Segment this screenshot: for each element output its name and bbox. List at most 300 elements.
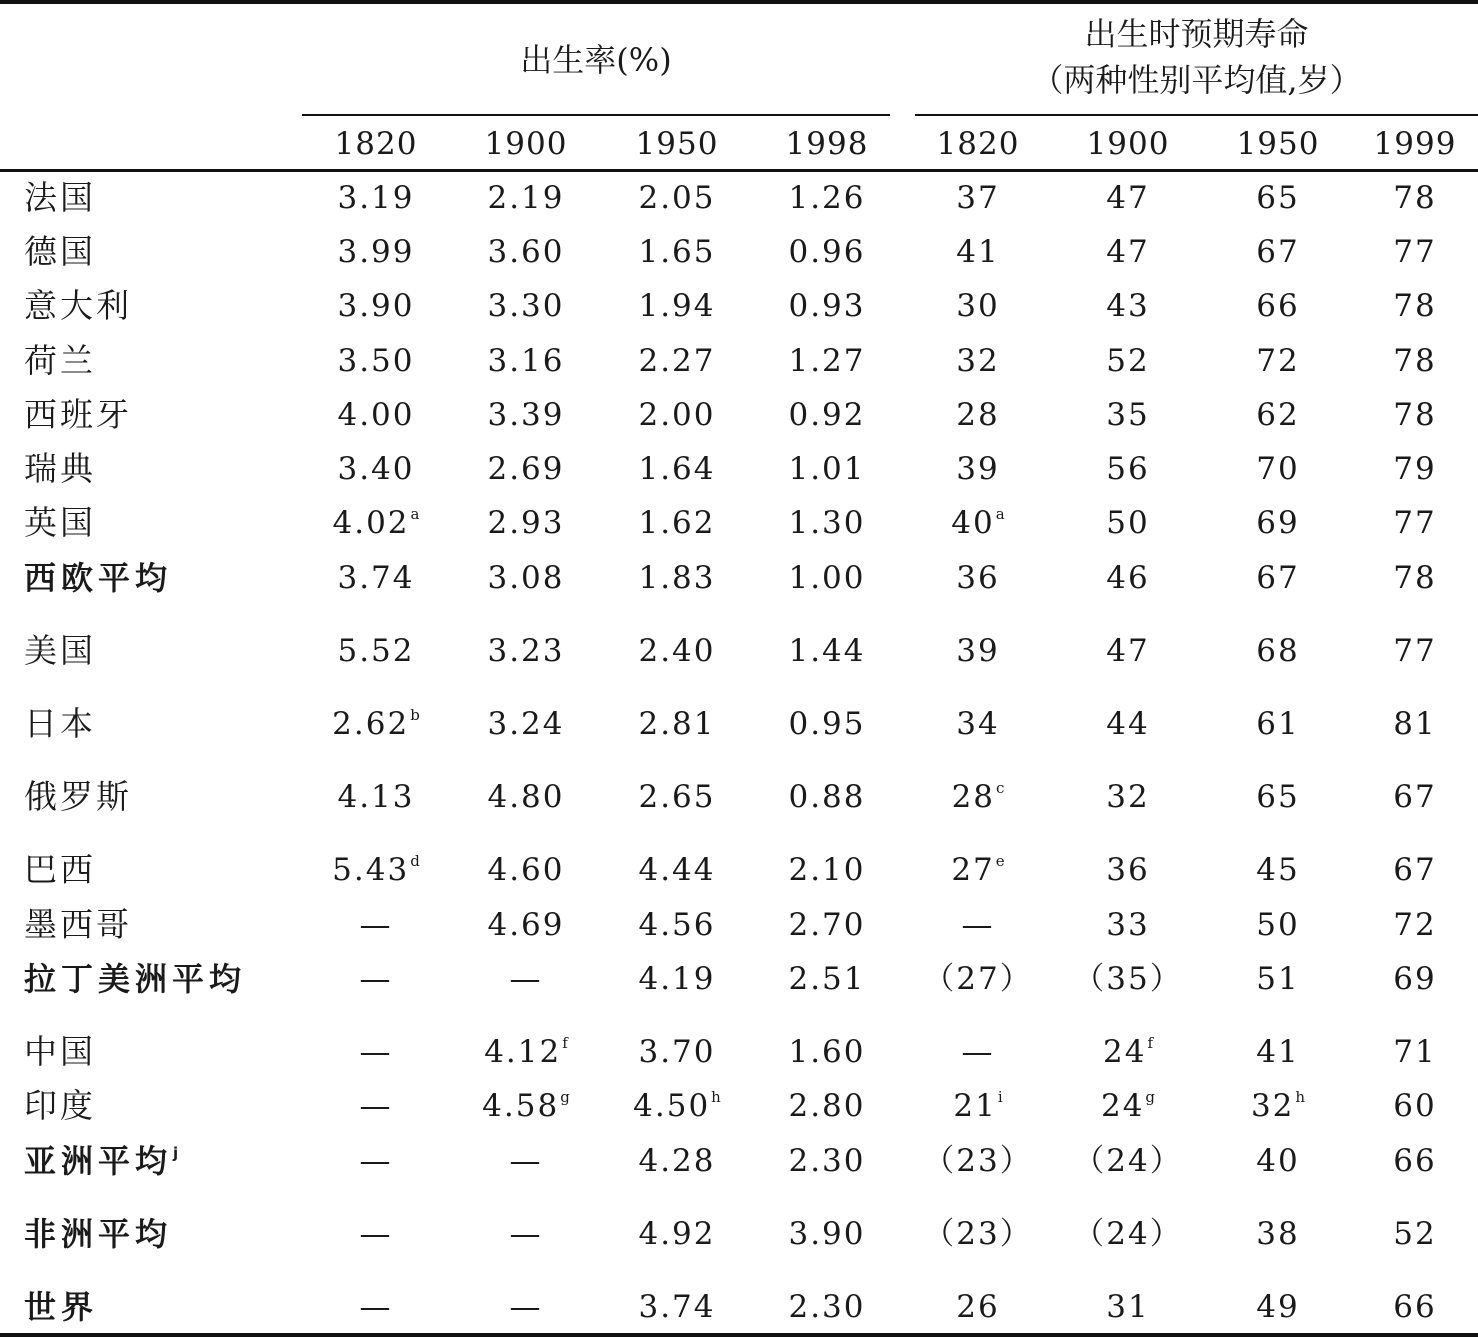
table-cell: [1053, 551, 1203, 605]
table-cell: [752, 952, 902, 1006]
table-cell: [451, 442, 601, 496]
cell-value: 4.28: [638, 1143, 716, 1179]
cell-value: 27: [951, 852, 995, 888]
cell-value: 1.64: [638, 451, 716, 487]
cell-value: 66: [1393, 1143, 1437, 1179]
cell-value: 78: [1393, 343, 1437, 379]
cell-value: 2.30: [788, 1143, 866, 1179]
cell-value: 4.58: [482, 1088, 560, 1124]
table-cell: [903, 551, 1053, 605]
table-cell: [1340, 1134, 1478, 1188]
table-cell: [903, 898, 1053, 952]
table-cell: [451, 770, 601, 824]
table-cell: [451, 697, 601, 751]
table-cell: [301, 225, 451, 279]
table-cell: [451, 171, 601, 225]
birth-rate-underline: [302, 114, 890, 116]
cell-value: 3.39: [487, 397, 565, 433]
year-header: 1950: [1236, 126, 1320, 162]
table-cell: [903, 952, 1053, 1006]
table-row: [0, 1134, 1478, 1188]
table-row: [0, 898, 1478, 952]
cell-value: —: [509, 1216, 543, 1252]
table-cell: [1053, 225, 1203, 279]
table-cell: [451, 1025, 601, 1079]
cell-value: 3.30: [487, 288, 565, 324]
cell-value: 3.40: [337, 451, 415, 487]
table-cell: [903, 1207, 1053, 1261]
cell-value: —: [359, 1289, 393, 1325]
cell-value: 71: [1393, 1034, 1437, 1070]
cell-value: 78: [1393, 560, 1437, 596]
row-label-text: 法国: [24, 178, 96, 217]
row-label: [24, 697, 96, 751]
table-cell: [903, 1134, 1053, 1188]
row-label-text: 德国: [24, 232, 96, 271]
cell-value: 4.92: [638, 1216, 716, 1252]
table-cell: [752, 279, 902, 333]
cell-value: 1.60: [788, 1034, 866, 1070]
table-cell: [1053, 843, 1203, 897]
table-cell: [1053, 279, 1203, 333]
table-cell: [1340, 442, 1478, 496]
row-label: [24, 551, 172, 605]
cell-value: 3.16: [487, 343, 565, 379]
cell-value: 3.74: [337, 560, 415, 596]
table-cell: [451, 1079, 601, 1133]
table-cell: [301, 442, 451, 496]
cell-value: 56: [1106, 451, 1150, 487]
table-cell: [903, 770, 1053, 824]
table-cell: [1203, 952, 1353, 1006]
cell-value: （27）: [923, 961, 1033, 997]
year-header: 1900: [484, 126, 568, 162]
row-label: [24, 1280, 98, 1334]
table-cell: [602, 551, 752, 605]
cell-value: 1.44: [788, 633, 866, 669]
cell-value: 78: [1393, 397, 1437, 433]
table-cell: [752, 770, 902, 824]
cell-value: 31: [1106, 1289, 1150, 1325]
cell-value: 37: [956, 180, 1000, 216]
cell-value: 52: [1393, 1216, 1437, 1252]
cell-value: 5.52: [337, 633, 415, 669]
row-label: [24, 1134, 178, 1188]
table-cell: [752, 171, 902, 225]
cell-value: 4.56: [638, 907, 716, 943]
row-label-text: 瑞典: [24, 449, 96, 488]
cell-value: 3.19: [337, 180, 415, 216]
table-cell: [602, 1207, 752, 1261]
cell-value: 61: [1256, 706, 1300, 742]
table-cell: [1203, 843, 1353, 897]
cell-value: 24: [1100, 1088, 1145, 1124]
table-cell: [1053, 171, 1203, 225]
birth-rate-header: 出生率(%): [520, 41, 672, 79]
cell-value: 33: [1106, 907, 1150, 943]
year-header: 1999: [1373, 126, 1457, 162]
table-cell: [451, 496, 601, 550]
row-label: [24, 1025, 96, 1079]
table-cell: [903, 225, 1053, 279]
table-cell: [1203, 442, 1353, 496]
cell-value: 47: [1106, 234, 1150, 270]
cell-value: —: [359, 1216, 393, 1252]
table-cell: [301, 334, 451, 388]
cell-value: 4.80: [487, 779, 565, 815]
cell-value: 79: [1393, 451, 1437, 487]
table-cell: [752, 1280, 902, 1334]
table-cell: [1340, 1025, 1478, 1079]
row-label-text: 巴西: [24, 850, 96, 889]
row-label-text: 荷兰: [24, 341, 96, 380]
year-header: 1820: [936, 126, 1020, 162]
cell-value: 0.96: [788, 234, 866, 270]
cell-value: 2.70: [788, 907, 866, 943]
top-rule: [0, 0, 1478, 4]
cell-value: 1.83: [638, 560, 716, 596]
cell-value: 52: [1106, 343, 1150, 379]
table-cell: [1203, 1079, 1353, 1133]
table-cell: [1203, 171, 1353, 225]
table-cell: [752, 1207, 902, 1261]
row-label: [24, 225, 96, 279]
cell-value: 4.02: [332, 505, 410, 541]
table-cell: [752, 898, 902, 952]
table-cell: [602, 624, 752, 678]
table-cell: [602, 898, 752, 952]
row-label: [24, 334, 96, 388]
row-label: [24, 279, 132, 333]
row-label: [24, 898, 132, 952]
table-cell: [752, 843, 902, 897]
table-row: [0, 697, 1478, 751]
table-cell: [752, 388, 902, 442]
row-label-text: 世界: [24, 1288, 99, 1326]
footnote-marker: f: [1147, 1034, 1153, 1052]
table-cell: [451, 279, 601, 333]
cell-value: 51: [1256, 961, 1300, 997]
cell-value: 62: [1256, 397, 1300, 433]
table-cell: [451, 898, 601, 952]
table-cell: [1053, 1025, 1203, 1079]
cell-value: 26: [956, 1289, 1000, 1325]
cell-value: 2.81: [638, 706, 716, 742]
cell-value: 43: [1106, 288, 1150, 324]
table-cell: [752, 697, 902, 751]
cell-value: 2.69: [487, 451, 565, 487]
table-cell: [752, 1134, 902, 1188]
table-row: [0, 551, 1478, 605]
footnote-marker: h: [711, 1088, 721, 1106]
table-cell: [602, 770, 752, 824]
table-cell: [752, 624, 902, 678]
footnote-marker: g: [560, 1088, 570, 1106]
cell-value: 41: [1256, 1034, 1300, 1070]
table-cell: [301, 171, 451, 225]
table-cell: [1340, 1280, 1478, 1334]
cell-value: 68: [1256, 633, 1300, 669]
cell-value: 72: [1393, 907, 1437, 943]
table-row: [0, 388, 1478, 442]
cell-value: 3.74: [638, 1289, 716, 1325]
table-cell: [602, 697, 752, 751]
cell-value: 66: [1393, 1289, 1437, 1325]
cell-value: 32: [956, 343, 1000, 379]
cell-value: 2.65: [638, 779, 716, 815]
cell-value: 3.24: [487, 706, 565, 742]
table-cell: [301, 697, 451, 751]
cell-value: 69: [1393, 961, 1437, 997]
table-cell: [903, 697, 1053, 751]
cell-value: 3.70: [638, 1034, 716, 1070]
table-cell: [1203, 496, 1353, 550]
row-label-text: 中国: [24, 1032, 96, 1071]
table-cell: [301, 388, 451, 442]
cell-value: —: [509, 961, 543, 997]
table-cell: [1340, 225, 1478, 279]
cell-value: 3.23: [487, 633, 565, 669]
year-header: 1950: [635, 126, 719, 162]
table-cell: [602, 496, 752, 550]
table-cell: [1340, 496, 1478, 550]
footnote-marker: c: [996, 779, 1005, 797]
table-cell: [1053, 1079, 1203, 1133]
table-cell: [752, 1025, 902, 1079]
table-cell: [1340, 697, 1478, 751]
table-cell: [301, 624, 451, 678]
table-row: [0, 1280, 1478, 1334]
row-label-text: 墨西哥: [24, 905, 132, 944]
table-cell: [903, 334, 1053, 388]
footnote-marker: d: [410, 852, 420, 870]
cell-value: 2.27: [638, 343, 716, 379]
table-cell: [301, 279, 451, 333]
table-cell: [602, 843, 752, 897]
table-cell: [1340, 279, 1478, 333]
table-cell: [1053, 1280, 1203, 1334]
cell-value: 1.26: [788, 180, 866, 216]
table-cell: [752, 551, 902, 605]
cell-value: —: [359, 1143, 393, 1179]
cell-value: 24: [1102, 1034, 1147, 1070]
cell-value: 34: [956, 706, 1000, 742]
table-cell: [301, 1025, 451, 1079]
cell-value: 40: [1256, 1143, 1300, 1179]
life-expectancy-underline: [915, 114, 1478, 116]
row-label: [24, 1079, 96, 1133]
cell-value: —: [509, 1289, 543, 1325]
table-cell: [602, 442, 752, 496]
table-cell: [1203, 225, 1353, 279]
table-cell: [903, 1025, 1053, 1079]
cell-value: 5.43: [332, 852, 410, 888]
table-row: [0, 770, 1478, 824]
table-cell: [752, 1079, 902, 1133]
row-label: [24, 171, 96, 225]
table-cell: [1340, 1207, 1478, 1261]
table-cell: [1340, 171, 1478, 225]
cell-value: （24）: [1073, 1143, 1183, 1179]
cell-value: 2.62: [332, 706, 410, 742]
table-cell: [1340, 843, 1478, 897]
table-cell: [1203, 1025, 1353, 1079]
cell-value: 2.05: [638, 180, 716, 216]
cell-value: 67: [1393, 779, 1437, 815]
year-header: 1900: [1086, 126, 1170, 162]
table-cell: [1203, 770, 1353, 824]
year-header: 1998: [785, 126, 869, 162]
table-cell: [602, 225, 752, 279]
table-cell: [1340, 388, 1478, 442]
row-label-text: 意大利: [24, 286, 132, 325]
cell-value: 32: [1106, 779, 1150, 815]
cell-value: 47: [1106, 633, 1150, 669]
cell-value: 1.65: [638, 234, 716, 270]
cell-value: —: [961, 1034, 995, 1070]
cell-value: 78: [1393, 288, 1437, 324]
table-row: [0, 171, 1478, 225]
table-row: [0, 624, 1478, 678]
table-row: [0, 1207, 1478, 1261]
cell-value: 2.30: [788, 1289, 866, 1325]
cell-value: 4.12: [484, 1034, 562, 1070]
cell-value: 4.00: [337, 397, 415, 433]
cell-value: 72: [1256, 343, 1300, 379]
row-label: [24, 442, 96, 496]
cell-value: 21: [953, 1088, 997, 1124]
table-cell: [903, 624, 1053, 678]
table-cell: [752, 496, 902, 550]
table-cell: [752, 225, 902, 279]
table-cell: [451, 1280, 601, 1334]
cell-value: 67: [1393, 852, 1437, 888]
row-label-text: 俄罗斯: [24, 777, 132, 816]
cell-value: 66: [1256, 288, 1300, 324]
footnote-marker: j: [173, 1144, 179, 1162]
table-cell: [602, 1280, 752, 1334]
table-cell: [301, 1134, 451, 1188]
table-cell: [1340, 898, 1478, 952]
table-cell: [451, 1134, 601, 1188]
table-cell: [602, 279, 752, 333]
row-label-text: 非洲平均: [24, 1215, 173, 1253]
cell-value: 70: [1256, 451, 1300, 487]
cell-value: 36: [1106, 852, 1150, 888]
table-cell: [301, 843, 451, 897]
row-label-text: 亚洲平均: [24, 1142, 173, 1180]
cell-value: 36: [956, 560, 1000, 596]
table-cell: [1053, 952, 1203, 1006]
table-cell: [451, 624, 601, 678]
cell-value: 44: [1106, 706, 1150, 742]
table-row: [0, 442, 1478, 496]
table-cell: [301, 952, 451, 1006]
table-cell: [1053, 496, 1203, 550]
table-cell: [1053, 770, 1203, 824]
cell-value: 2.10: [788, 852, 866, 888]
cell-value: 38: [1256, 1216, 1300, 1252]
cell-value: 3.90: [337, 288, 415, 324]
table-cell: [602, 171, 752, 225]
table-cell: [451, 1207, 601, 1261]
table-cell: [1053, 442, 1203, 496]
table-cell: [1203, 334, 1353, 388]
cell-value: 77: [1393, 234, 1437, 270]
row-label-text: 日本: [24, 704, 96, 743]
table-cell: [1053, 898, 1203, 952]
table-cell: [301, 1207, 451, 1261]
table-cell: [602, 1079, 752, 1133]
cell-value: 0.95: [788, 706, 866, 742]
table-cell: [301, 1280, 451, 1334]
table-cell: [1203, 279, 1353, 333]
cell-value: 39: [956, 633, 1000, 669]
cell-value: 1.27: [788, 343, 866, 379]
cell-value: （23）: [923, 1216, 1033, 1252]
cell-value: （24）: [1073, 1216, 1183, 1252]
row-label: [24, 496, 96, 550]
cell-value: 77: [1393, 633, 1437, 669]
cell-value: 50: [1256, 907, 1300, 943]
table-cell: [1203, 1280, 1353, 1334]
cell-value: —: [509, 1143, 543, 1179]
cell-value: 67: [1256, 234, 1300, 270]
cell-value: 4.69: [487, 907, 565, 943]
table-cell: [301, 898, 451, 952]
cell-value: 3.08: [487, 560, 565, 596]
table-cell: [602, 388, 752, 442]
table-row: [0, 952, 1478, 1006]
table-cell: [903, 388, 1053, 442]
cell-value: 35: [1106, 397, 1150, 433]
footnote-marker: g: [1145, 1088, 1156, 1106]
table-cell: [451, 843, 601, 897]
table-cell: [1053, 1207, 1203, 1261]
row-label-text: 西班牙: [24, 395, 132, 434]
row-label-text: 英国: [24, 503, 96, 542]
table-cell: [1053, 1134, 1203, 1188]
cell-value: 77: [1393, 505, 1437, 541]
row-label: [24, 770, 132, 824]
cell-value: 2.51: [788, 961, 866, 997]
table-cell: [1203, 388, 1353, 442]
table-cell: [451, 551, 601, 605]
cell-value: —: [359, 1034, 393, 1070]
footnote-marker: f: [562, 1034, 568, 1052]
table-cell: [1340, 551, 1478, 605]
table-cell: [903, 1280, 1053, 1334]
cell-value: 1.00: [788, 560, 866, 596]
row-label: [24, 1207, 172, 1261]
cell-value: —: [359, 961, 393, 997]
cell-value: 32: [1250, 1088, 1295, 1124]
table-cell: [301, 770, 451, 824]
cell-value: 2.93: [487, 505, 565, 541]
footnote-marker: e: [995, 852, 1005, 870]
cell-value: （35）: [1073, 961, 1183, 997]
cell-value: 40: [951, 505, 995, 541]
cell-value: 2.80: [788, 1088, 866, 1124]
table-row: [0, 843, 1478, 897]
cell-value: 4.13: [337, 779, 415, 815]
cell-value: —: [359, 907, 393, 943]
cell-value: 49: [1256, 1289, 1300, 1325]
table-cell: [602, 1134, 752, 1188]
table-cell: [1203, 1134, 1353, 1188]
table-cell: [1203, 697, 1353, 751]
table-cell: [1340, 952, 1478, 1006]
